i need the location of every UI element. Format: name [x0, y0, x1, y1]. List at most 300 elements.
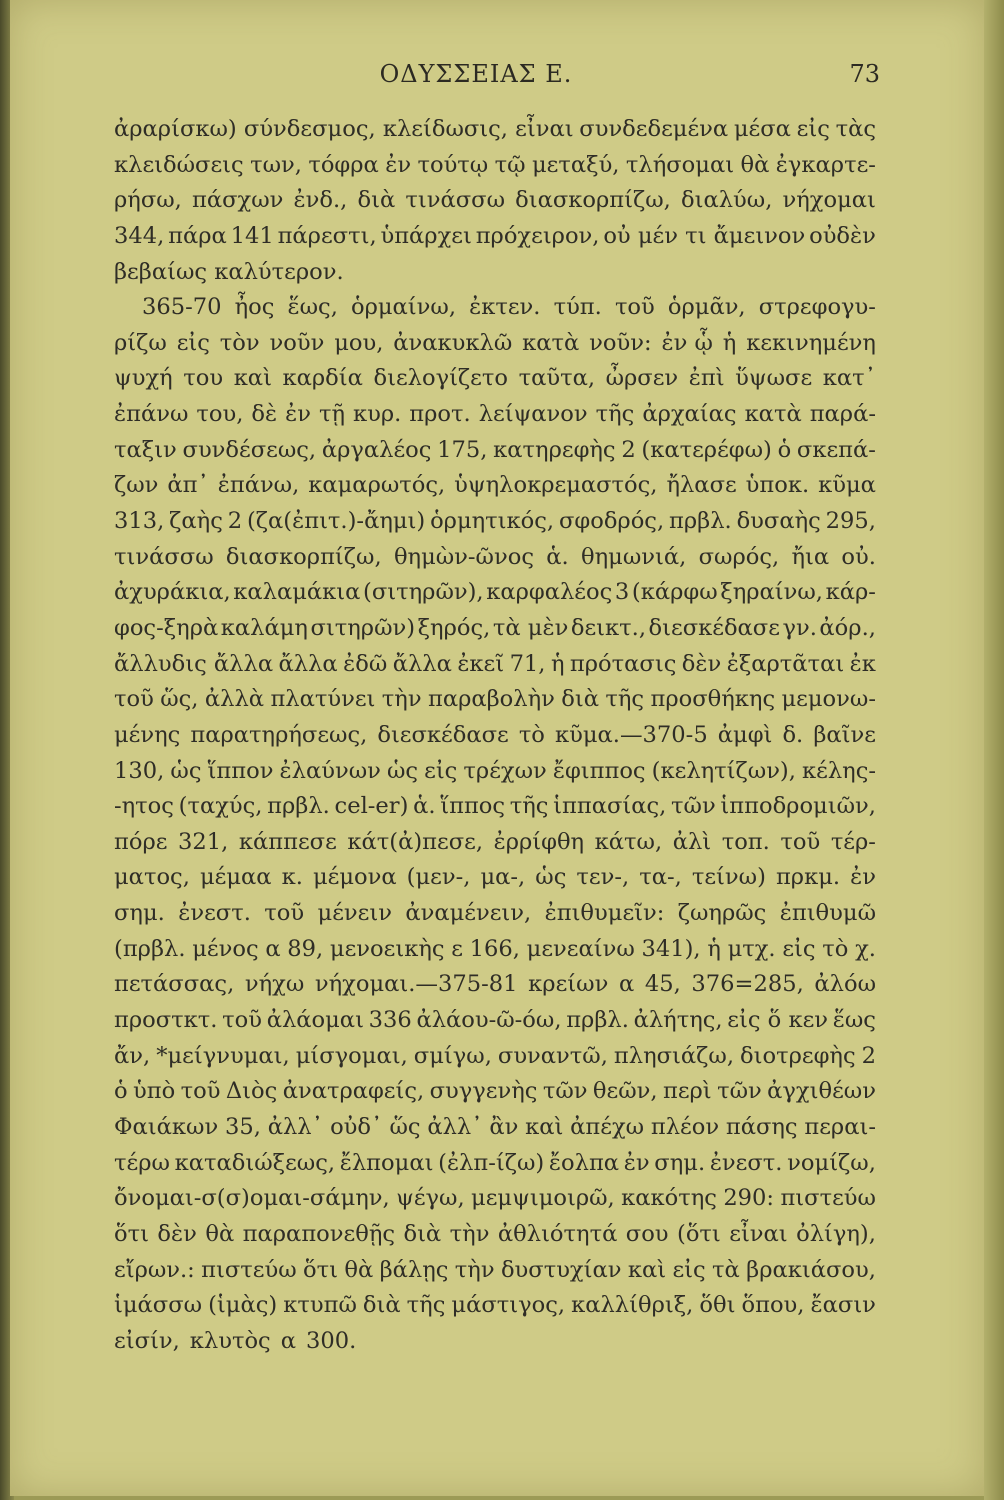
text-line — [114, 682, 876, 718]
text-line — [114, 1110, 876, 1146]
word: ἐν ᾧ — [661, 329, 713, 356]
word: προστκτ. — [114, 1007, 218, 1034]
page-header — [72, 60, 880, 96]
word: ἐρρίφθη — [493, 828, 585, 855]
word: γν. — [782, 614, 817, 641]
word: ὑψηλοκρεμαστός, — [454, 472, 658, 499]
word: μενεαίνω — [526, 935, 635, 962]
word: κάρ- — [825, 579, 876, 606]
word: σφοδρός, — [558, 508, 665, 535]
text-line — [114, 361, 876, 397]
word: τὸν — [219, 329, 260, 356]
word: τοπ. — [721, 828, 770, 855]
word: τῷ — [494, 151, 526, 178]
word: 336 — [368, 1007, 412, 1034]
word: ὁρμαίνω, — [350, 294, 457, 321]
word: ἀναμένειν, — [405, 900, 532, 927]
word: (κατερέφω) — [641, 436, 772, 463]
word: ὁρμᾶν, — [667, 294, 746, 321]
commentary-text — [114, 112, 876, 1359]
word: νοῦν — [269, 329, 325, 356]
word: νήχομαι — [782, 187, 876, 214]
word: ὀλίγη), — [796, 1220, 876, 1247]
text-line — [114, 754, 876, 790]
word: μεμψιμοιρῶ, — [471, 1185, 615, 1212]
word: καὶ — [525, 1113, 564, 1140]
word: πετάσσας, — [114, 971, 235, 998]
page-edge — [984, 0, 1004, 1500]
word: (ὅτι — [677, 1220, 721, 1247]
word: διὰ — [357, 187, 396, 214]
word: ὡς — [170, 757, 202, 784]
word: ὦρσεν — [605, 365, 679, 392]
word: δὲν — [681, 650, 722, 677]
word: ἐκεῖ — [457, 650, 505, 677]
text-line — [114, 468, 876, 504]
text-line — [114, 1253, 876, 1289]
word: ἡ — [722, 329, 737, 356]
text-line — [114, 611, 876, 647]
word: ἱππασίας, — [553, 793, 667, 820]
word: πλέον — [650, 1113, 720, 1140]
word: σωρός, — [698, 543, 780, 570]
word: διεσκέδασε — [648, 614, 780, 641]
word: κέλης- — [802, 757, 876, 784]
word: οὐδὲν — [809, 222, 876, 249]
word: ἀόρ., — [819, 614, 876, 641]
text-line — [114, 789, 876, 825]
word: ὕψωσε — [735, 365, 813, 392]
word: (ἐλπ-ίζω) — [438, 1149, 545, 1176]
word: τῆς — [605, 686, 645, 713]
word: ἔασιν — [810, 1292, 876, 1319]
word: πάρα — [168, 222, 227, 249]
word: εἴρων.: — [114, 1256, 195, 1283]
word: ἐπὶ — [688, 365, 725, 392]
word: ὑπὸ — [133, 1078, 176, 1105]
word: δεικτ., — [570, 614, 646, 641]
word: ξηρός, — [417, 614, 491, 641]
word: ἤλασε — [666, 472, 737, 499]
word: πάσχων — [192, 187, 284, 214]
word: τοῦ — [780, 828, 821, 855]
word: ἱπποδρομιῶν, — [720, 793, 876, 820]
word: τῆς — [509, 793, 549, 820]
word: τλήσομαι — [625, 151, 735, 178]
word: τινάσσω — [405, 187, 505, 214]
word: (ταχύς, — [178, 793, 263, 820]
text-line — [114, 718, 876, 754]
word: ἐνδ., — [293, 187, 348, 214]
word: τοῦ — [180, 1078, 221, 1105]
word: θὰ — [740, 151, 770, 178]
word: α — [280, 1327, 296, 1354]
word: καλαμάκια — [233, 579, 361, 606]
word: ἀθλιότητά — [497, 1220, 618, 1247]
word: ἕως — [832, 1007, 876, 1034]
word: ὁ — [777, 436, 792, 463]
word: (πρβλ. — [114, 935, 186, 962]
word: α — [618, 971, 635, 998]
word: σκεπά- — [796, 436, 876, 463]
word: εἰς — [782, 935, 816, 962]
word: κάτ(ἀ)πεσε, — [347, 828, 484, 855]
word: ἐν — [385, 151, 412, 178]
word: ε — [451, 935, 463, 962]
text-line — [114, 504, 876, 540]
word: ρήσω, — [114, 187, 182, 214]
text-line — [114, 896, 876, 932]
text-line — [114, 255, 876, 291]
word: ἐπάνω, — [217, 472, 300, 499]
word: κατ᾽ — [822, 365, 876, 392]
word: τὰ — [712, 1256, 740, 1283]
word: ἔφιππος — [552, 757, 646, 784]
word: πρβλ. — [267, 793, 330, 820]
word: 290: — [723, 1185, 775, 1212]
word: διὰ — [561, 686, 599, 713]
word: δὲν — [157, 1220, 197, 1247]
running-head: ΟΔΥΣΣΕΙΑΣ Ε. — [379, 60, 573, 88]
word: α — [265, 935, 281, 962]
word: προτ. — [409, 401, 471, 428]
text-line — [114, 1181, 876, 1217]
word: νομίζω, — [787, 1149, 876, 1176]
word: ματος, — [114, 864, 190, 891]
word: ἄλλυδις ἄλλα — [114, 650, 274, 677]
word: 341), — [641, 935, 701, 962]
word: 344, — [114, 222, 165, 249]
word: διασκορπίζω, — [225, 543, 382, 570]
word: ἀνακυκλῶ — [393, 329, 513, 356]
word: τὴν — [381, 686, 422, 713]
word: ἄλλα — [392, 650, 452, 677]
word: ἁ. — [546, 543, 569, 570]
text-line — [114, 967, 876, 1003]
word: (ἱμὰς) — [208, 1292, 278, 1319]
word: καμαρωτός, — [308, 472, 446, 499]
word: ὁρμητικός, — [430, 508, 555, 535]
word: ἀχυράκια, — [114, 579, 231, 606]
word: 2 — [861, 1042, 876, 1069]
word: τόφρα — [308, 151, 379, 178]
word: ὅτι — [114, 1220, 149, 1247]
text-line — [114, 433, 876, 469]
word: ἀλήτης, — [633, 1007, 723, 1034]
word: δ. — [782, 721, 804, 748]
word: ἐδῶ — [343, 650, 388, 677]
word: βαῖνε — [813, 721, 876, 748]
word: ἐξαρτᾶται — [726, 650, 845, 677]
word: ἐπιθυμῶ — [779, 900, 876, 927]
word: κατηρεφὴς — [493, 436, 616, 463]
word: πρβλ. — [566, 1007, 629, 1034]
word: ὑποκ. — [745, 472, 810, 499]
word: νήχομαι.—375-81 — [314, 971, 518, 998]
word: ἀλλὰ — [204, 686, 265, 713]
word: ἐλαύνων — [279, 757, 381, 784]
text-line — [114, 647, 876, 683]
word: συνδέσεως, — [182, 436, 317, 463]
word: μέσα — [733, 116, 791, 142]
word: τινάσσω — [114, 543, 214, 570]
word: ἀλόω — [814, 971, 876, 998]
word: 321, — [178, 828, 229, 855]
word: ἀλλ᾽ οὐδ᾽ ὥς — [267, 1113, 421, 1140]
text-line — [114, 1074, 876, 1110]
text-line — [114, 1288, 876, 1324]
word: μτχ. — [727, 935, 776, 962]
word: 300. — [305, 1327, 357, 1354]
word: θὰ — [344, 1256, 374, 1283]
word: κλυτὸς — [189, 1327, 271, 1354]
word: καρδία — [282, 365, 363, 392]
word: 295, — [825, 508, 876, 535]
word: μεταξύ, — [531, 151, 620, 178]
word: ρίζω — [114, 329, 167, 356]
word: ἀμφὶ — [717, 721, 773, 748]
text-line — [114, 112, 876, 148]
word: μα-, — [480, 864, 526, 891]
word: Φαιάκων — [114, 1113, 219, 1140]
word: ἕως, — [287, 294, 338, 321]
word: τοῦ — [222, 1007, 262, 1034]
word: εἶναι — [729, 1220, 788, 1247]
word: καὶ — [627, 1256, 667, 1283]
word: τὸ — [518, 721, 545, 748]
word: σμίγω, — [413, 1042, 492, 1069]
word: (ζα(ἐπιτ.)-ἄημι) — [246, 508, 426, 535]
word: ψέγω, — [396, 1185, 465, 1212]
word: δυσαὴς — [736, 508, 821, 535]
word: τα-, — [639, 864, 682, 891]
word: μίσγομαι, — [295, 1042, 408, 1069]
text-line — [114, 397, 876, 433]
page-number: 73 — [849, 60, 880, 88]
word: τοῦ — [114, 686, 154, 713]
word: θὰ — [205, 1220, 235, 1247]
word: τέρω — [114, 1149, 170, 1176]
word: κάππεσε — [238, 828, 337, 855]
word: τέρ- — [830, 828, 876, 855]
word: ὡς — [535, 864, 567, 891]
word: ὥς, — [160, 686, 199, 713]
word: ἀρχαίας — [642, 401, 737, 428]
word: 2 — [227, 508, 243, 535]
word: ἐγκαρτε- — [775, 151, 876, 178]
word: περαι- — [804, 1113, 876, 1140]
word: κυρ. — [352, 401, 402, 428]
word: ζων — [114, 472, 159, 499]
word: διοτρεφὴς — [740, 1042, 856, 1069]
word: μενοεικὴς — [329, 935, 445, 962]
word: ἵππος — [440, 793, 506, 820]
word: παρά- — [809, 401, 876, 428]
word: πάσης — [725, 1113, 798, 1140]
word: κεκινημένη — [746, 329, 876, 356]
word: βεβαίως καλύτερον. — [114, 258, 344, 285]
text-line — [114, 1324, 876, 1360]
word: 2 — [621, 436, 636, 463]
word: σημ. — [114, 900, 165, 927]
word: μένης — [114, 721, 181, 748]
word: (σιτηρῶν), — [363, 579, 484, 606]
word: τὴν — [454, 1256, 495, 1283]
word: ἵππον — [207, 757, 274, 784]
word: 175, — [437, 436, 488, 463]
word: των, — [250, 151, 302, 178]
word: τρέχων — [463, 757, 547, 784]
word: τῶν — [671, 793, 716, 820]
word: μεμονω- — [781, 686, 876, 713]
word: πρκμ. — [775, 864, 841, 891]
word: τούτῳ — [417, 151, 489, 178]
word: ἐν — [285, 401, 311, 428]
word: (μεν-, — [406, 864, 471, 891]
word: ἤια — [791, 543, 830, 570]
word: παραπονεθῇς — [242, 1220, 396, 1247]
word: εἰσίν, — [114, 1327, 180, 1354]
word: μάστιγος, — [451, 1292, 566, 1319]
text-line — [114, 326, 876, 362]
word: μου, — [334, 329, 384, 356]
word: παραβολὴν — [427, 686, 555, 713]
word: μέμαα — [199, 864, 272, 891]
word: προσθήκης — [650, 686, 776, 713]
word: 71, — [509, 650, 546, 677]
text-line — [114, 1039, 876, 1075]
word: κῦμα — [818, 472, 876, 499]
word: 141 — [230, 222, 274, 249]
word: σιτηρῶν) — [310, 614, 416, 641]
word: μένος — [192, 935, 259, 962]
word: τὴν — [449, 1220, 490, 1247]
word: ὑπάρχει — [380, 222, 472, 249]
word: του, — [196, 401, 244, 428]
word: σημ. — [654, 1149, 706, 1176]
word: ἀλάου-ῶ-όω, — [416, 1007, 562, 1034]
word: ὡς — [386, 757, 419, 784]
word: ὅπου, — [741, 1292, 805, 1319]
word: ἐκ — [849, 650, 876, 677]
word: ἱμάσσω — [114, 1292, 203, 1319]
word: κατὰ — [522, 329, 580, 356]
text-line — [114, 1003, 876, 1039]
word: θημωνιά, — [581, 543, 687, 570]
word: θημὼν-ῶνος — [393, 543, 534, 570]
word: του — [183, 365, 224, 392]
word: τοῦ — [264, 900, 305, 927]
word: τείνω) — [691, 864, 766, 891]
word: ἀπέχω — [570, 1113, 645, 1140]
word: ὅθι — [699, 1292, 736, 1319]
word: εἰς ὅ κεν — [727, 1007, 829, 1034]
word: ἂν — [489, 1113, 519, 1140]
word: Διὸς — [225, 1078, 278, 1105]
word: δὲ — [251, 401, 278, 428]
word: ξηραίνω, — [720, 579, 823, 606]
word: ταῦτα, — [518, 365, 596, 392]
word: διασκορπίζω, — [515, 187, 671, 214]
word: συναντῶ, — [497, 1042, 608, 1069]
word: κῦμα.—370-5 — [554, 721, 708, 748]
word: ἀλὶ — [672, 828, 712, 855]
word: φος-ξηρὰ — [114, 614, 219, 641]
text-line — [114, 219, 876, 255]
word: πιστεύω — [201, 1256, 297, 1283]
word: κάτω, — [594, 828, 663, 855]
word: κτυπῶ — [283, 1292, 357, 1319]
text-line — [114, 932, 876, 968]
word: τὰ μὲν — [492, 614, 569, 641]
word: πρβλ. — [669, 508, 732, 535]
word: τῶν — [717, 1078, 762, 1105]
word: (κάρφω — [631, 579, 718, 606]
word: νοῦν: — [589, 329, 652, 356]
text-line — [114, 860, 876, 896]
word: -ητος — [114, 793, 174, 820]
word: ἐπάνω — [114, 401, 189, 428]
word: καὶ — [233, 365, 272, 392]
word: πλατύνει — [270, 686, 376, 713]
word: ἄν, — [114, 1042, 151, 1069]
word: ἐκτεν. — [469, 294, 541, 321]
word: διεσκέδασε — [377, 721, 509, 748]
word: 45, — [644, 971, 681, 998]
word: ἀραρίσκω) σύνδεσμος, κλείδωσις, εἶναι — [114, 116, 574, 142]
word: 130, — [114, 757, 165, 784]
word: ἔολπα — [548, 1149, 620, 1176]
word: βρακιάσου, — [746, 1256, 876, 1283]
word: τεν-, — [576, 864, 630, 891]
word: πόρε — [114, 828, 168, 855]
word: περὶ — [662, 1078, 712, 1105]
word: ἁ. — [413, 793, 436, 820]
word: διελογίζετο — [373, 365, 508, 392]
word: ἀπ᾽ — [167, 472, 209, 499]
word: διαλύω, — [681, 187, 773, 214]
word: πρόχειρον, — [475, 222, 600, 249]
text-line — [114, 1217, 876, 1253]
word: 35, — [224, 1113, 261, 1140]
word: εἰς — [796, 116, 830, 142]
word: σου — [625, 1220, 669, 1247]
word: πλησιάζω, — [613, 1042, 735, 1069]
word: (κελητίζων), — [651, 757, 796, 784]
word: συνδεδεμένα — [579, 116, 729, 142]
word: ὅτι — [303, 1256, 338, 1283]
word: 166, — [469, 935, 520, 962]
word: κρείων — [528, 971, 609, 998]
word: καταδιώξεως, — [174, 1149, 336, 1176]
word: τὰς — [835, 116, 876, 142]
word: τῆς — [406, 1292, 446, 1319]
text-line — [114, 183, 876, 219]
word: καλάμη — [220, 614, 308, 641]
word: πρότασις — [569, 650, 677, 677]
word: ἀλάομαι — [266, 1007, 364, 1034]
word: κακότης — [621, 1185, 717, 1212]
word: ἔλπομαι — [339, 1149, 434, 1176]
word: παρατηρήσεως, — [190, 721, 368, 748]
text-line — [114, 148, 876, 184]
word: ἐν — [850, 864, 876, 891]
word: ζωηρῶς — [677, 900, 767, 927]
word: *μείγνυμαι, — [156, 1042, 290, 1069]
word: ἐνεστ. — [178, 900, 251, 927]
word: ζαὴς — [169, 508, 223, 535]
word: τῇ — [318, 401, 345, 428]
